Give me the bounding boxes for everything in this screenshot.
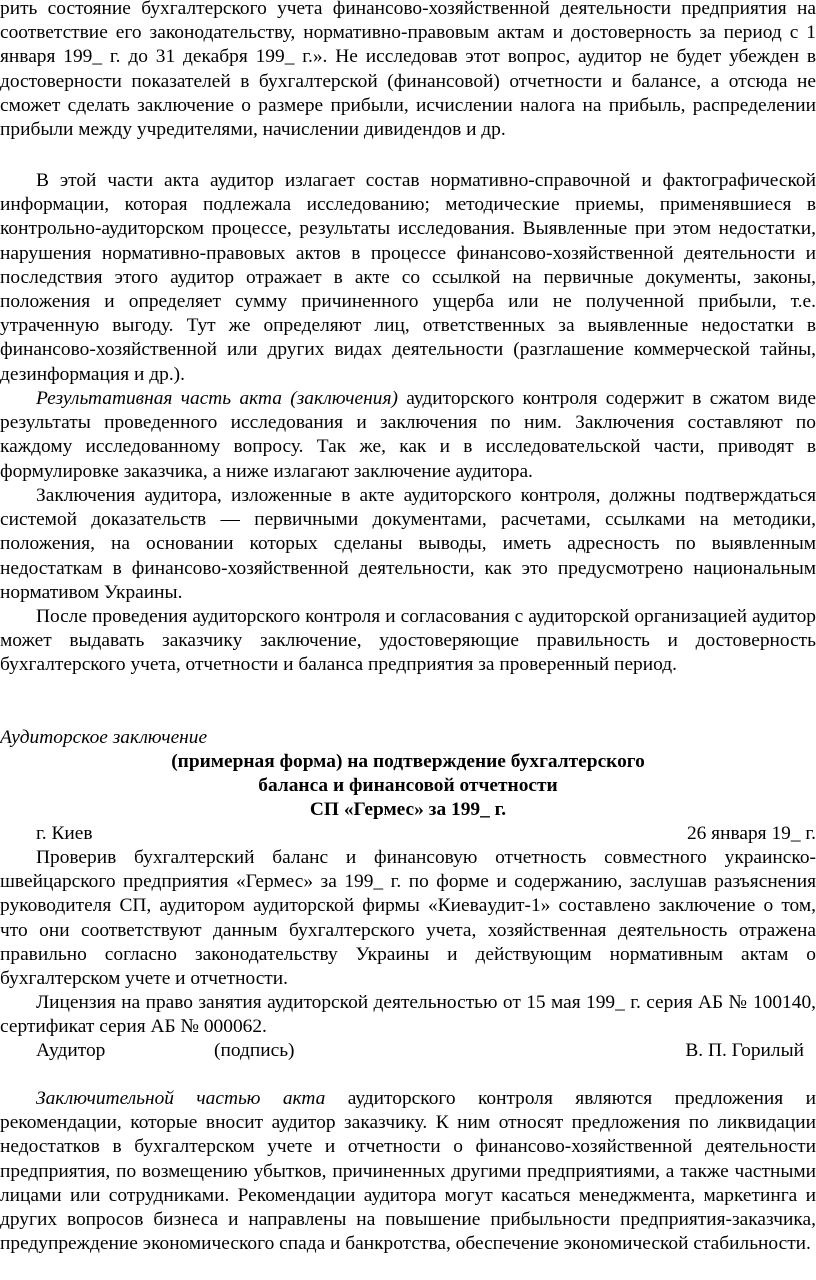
date: 26 января 19_ г. bbox=[686, 823, 816, 844]
result-part-text: аудиторского контроля содержит в сжатом виде результаты проведенного исследования и заключения по ним. Заключения составляют по каждому исследованному вопросу. Так же, как и в исследовательской части, приводят в формулировке заказчика, а ниже излагают заключение аудитора. bbox=[0, 388, 816, 482]
signature-label: (подпись) bbox=[214, 1040, 295, 1061]
final-part-text: аудиторского контроля являются предложения и рекомендации, которые вносит аудитор заказчику. К ним относят предложения по ликвидации недостатков в бухгалтерском учете и отчетности о финансово-хозяйственной деятельности предприятия, по возмещению убытков, причиненных другими предприятиями, а также частными лицами или сотрудниками. Рекомендации аудитора могут касаться менеджмента, маркетинга и других вопросов бизнеса и направлены на повышение прибыльности предприятия-заказчика, предупреждение экономического спада и банкротства, обеспечение экономической стабильности. bbox=[0, 1088, 816, 1255]
paragraph-result-part bbox=[0, 387, 816, 484]
paragraph-final-part bbox=[0, 1087, 816, 1256]
license-text: Лицензия на право занятия аудиторской деятельностью от 15 мая 199_ г. серия АБ № 100140, сертификат серия АБ № 000062. bbox=[0, 992, 816, 1038]
form-title-line-1: (примерная форма) на подтверждение бухгалтерского bbox=[171, 751, 645, 772]
result-part-term: Результативная часть акта (заключения) bbox=[36, 388, 398, 409]
form-label: Аудиторское заключение bbox=[0, 727, 208, 748]
paragraph-evidence: Заключения аудитора, изложенные в акте аудиторского контроля, должны подтверждаться системой доказательств — первичными документами, расчетами, ссылками на методики, положения, на основании которых сделаны выводы, иметь адресность по выявленным недостаткам в финансово-хозяйственной деятельности, как это предусмотрено национальным нормативом Украины. bbox=[0, 485, 816, 603]
final-part-term: Заключительной частью акта bbox=[36, 1088, 326, 1109]
paragraph-continuation: рить состояние бухгалтерского учета финансово-хозяйственной деятельности предприятия на соответствие его законодательству, нормативно-правовым актам и достоверность за период с 1 января 199_ г. до 31 декабря 199_ г.». Не исследовав этот вопрос, аудитор не будет убежден в достоверности показателей в бухгалтерской (финансовой) отчетности и балансе, а отсюда не сможет сделать заключение о размере прибыли, исчислении налога на прибыль, распределении прибыли между учредителями, начислении дивидендов и др. bbox=[0, 0, 816, 141]
paragraph-research-part: В этой части акта аудитор излагает состав нормативно-справочной и фактографической информации, которая подлежала исследованию; методические приемы, применявшиеся в контрольно-аудиторском процессе, результаты исследования. Выявленные при этом недостатки, нарушения нормативно-правовых актов в процессе финансово-хозяйственной деятельности и последствия этого аудитор отражает в акте со ссылкой на первичные документы, законы, положения и определяет сумму причиненного ущерба или не полученной прибыли, т.е. утраченную выгоду. Тут же определяют лиц, ответственных за выявленные недостатки в финансово-хозяйственной или других видах деятельности (разглашение коммерческой тайны, дезинформация и др.). bbox=[0, 170, 816, 385]
auditor-name: В. П. Горилый bbox=[685, 1040, 804, 1061]
paragraph-after-control: После проведения аудиторского контроля и согласования с аудиторской организацией аудитор может выдавать заказчику заключение, удостоверяющие правильность и достоверность бухгалтерского учета, отчетности и баланса предприятия за проверенный период. bbox=[0, 606, 816, 676]
auditor-label: Аудитор bbox=[36, 1040, 106, 1061]
city: г. Киев bbox=[36, 823, 93, 844]
form-body: Проверив бухгалтерский баланс и финансовую отчетность совместного украинско-швейцарского предприятия «Гермес» за 199_ г. по форме и содержанию, заслушав разъяснения руководителя СП, аудитором аудиторской фирмы «Киевaудит-1» составлено заключение о том, что они соответствуют данным бухгалтерского учета, хозяйственная деятельность отражена правильно согласно законодательству Украины и действующим нормативным актам о бухгалтерском учете и отчетности. bbox=[0, 847, 816, 990]
form-title-line-3: СП «Гермес» за 199_ г. bbox=[309, 799, 507, 820]
form-title-line-2: баланса и финансовой отчетности bbox=[258, 775, 558, 796]
